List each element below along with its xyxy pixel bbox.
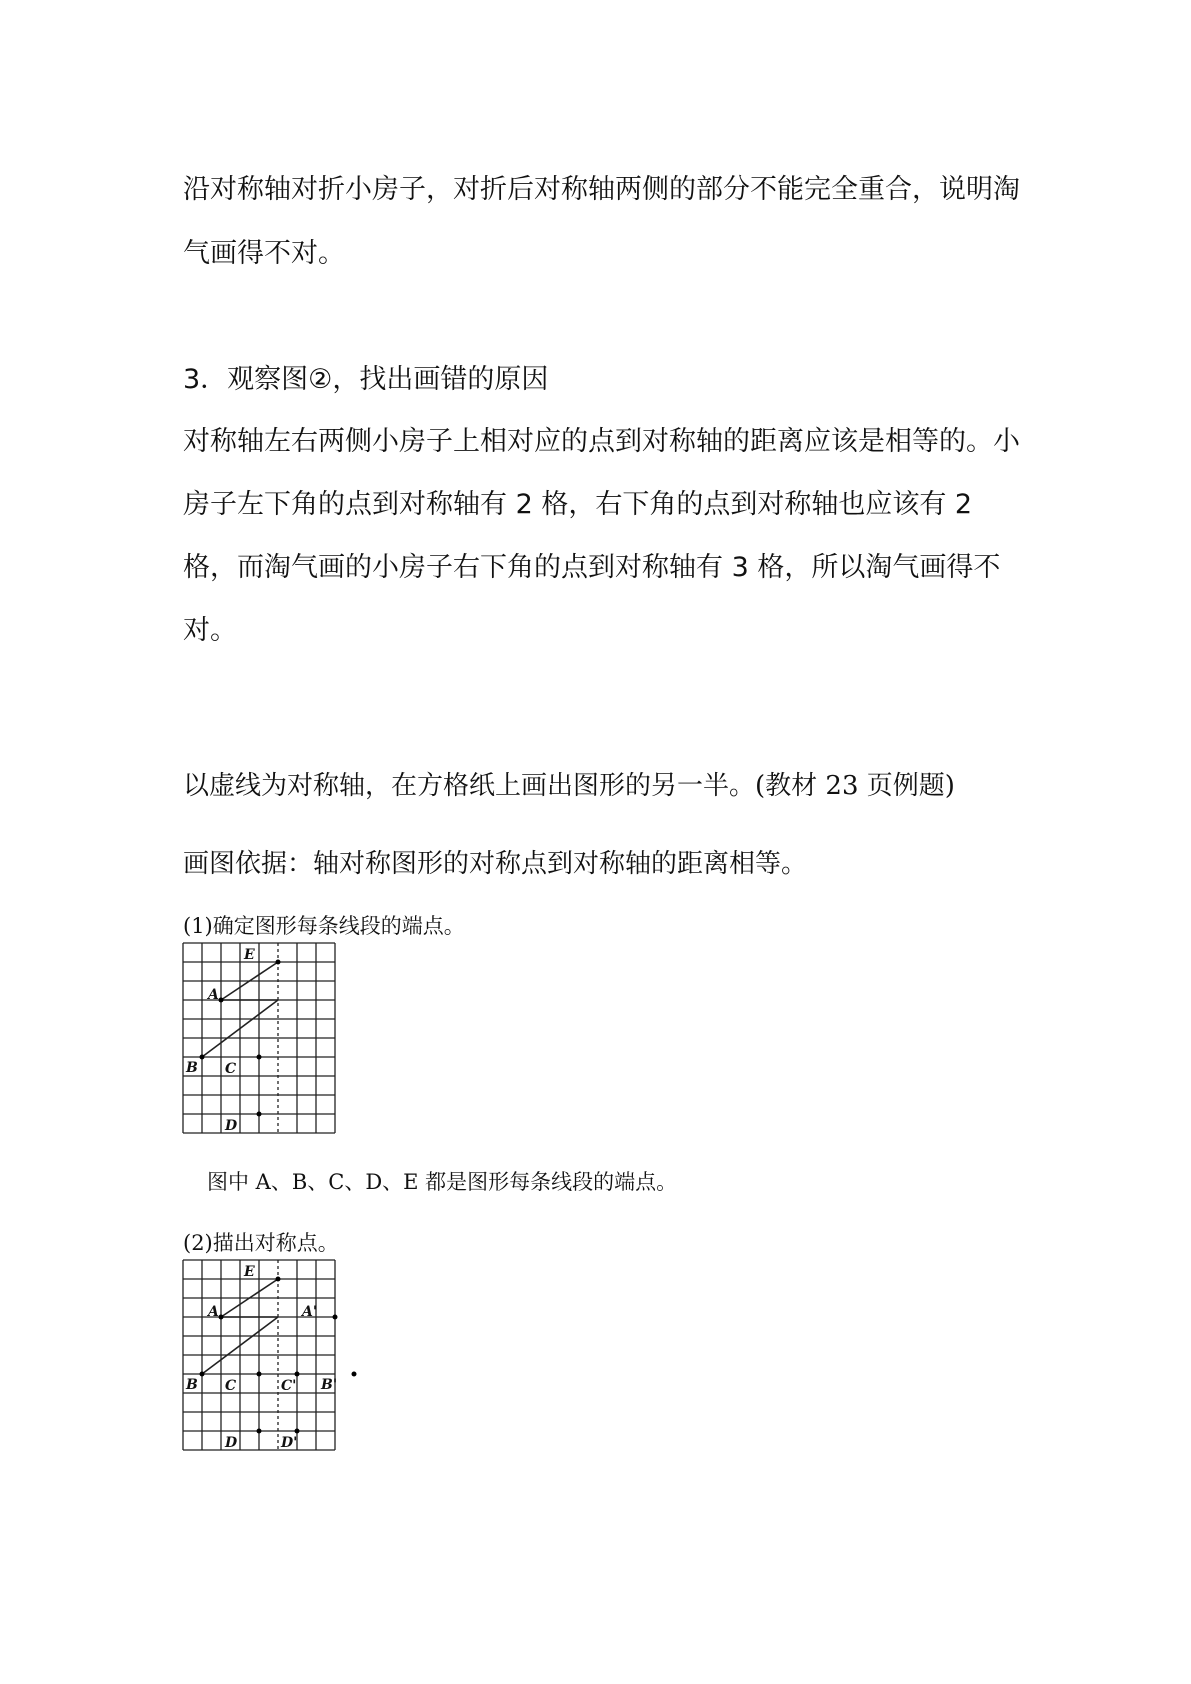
example-task: 以虚线为对称轴，在方格纸上画出图形的另一半。(教材 23 页例题) — [183, 771, 955, 801]
grid-figure-1 — [180, 940, 340, 1136]
paragraph-fold-explanation: 沿对称轴对折小房子，对折后对称轴两侧的部分不能完全重合，说明淘气画得不对。 — [183, 174, 1020, 269]
label-e: E — [244, 1264, 255, 1280]
label-d: D — [225, 1118, 238, 1134]
label-b: B — [186, 1377, 198, 1393]
label-c: C — [225, 1378, 237, 1394]
label-e: E — [244, 947, 255, 963]
grid-figure-2 — [180, 1257, 340, 1453]
paragraph-error-reason: 对称轴左右两侧小房子上相对应的点到对称轴的距离应该是相等的。小房子左下角的点到对称轴有 2 格，右下角的点到对称轴也应该有 2 格，而淘气画的小房子右下角的点到对称轴有 3 格，所以淘气画得不对。 — [183, 426, 1020, 646]
label-c: C — [225, 1061, 237, 1077]
step-2-title: (2)描出对称点。 — [183, 1231, 339, 1255]
endpoints-note: 图中 A、B、C、D、E 都是图形每条线段的端点。 — [207, 1170, 678, 1194]
label-d: D — [225, 1435, 238, 1451]
grid-lines — [183, 943, 335, 1133]
label-d-prime: D' — [281, 1435, 298, 1451]
label-a-prime: A' — [302, 1304, 318, 1320]
drawing-basis: 画图依据：轴对称图形的对称点到对称轴的距离相等。 — [183, 849, 808, 879]
label-b-prime: B' — [321, 1377, 338, 1393]
label-a: A — [208, 987, 219, 1003]
label-c-prime: C' — [281, 1378, 297, 1394]
label-b: B — [186, 1060, 198, 1076]
step-1-title: (1)确定图形每条线段的端点。 — [183, 914, 465, 938]
label-a: A — [208, 1304, 219, 1320]
grid-lines — [183, 1260, 338, 1450]
question-3-heading: 3．观察图②，找出画错的原因 — [183, 364, 549, 395]
